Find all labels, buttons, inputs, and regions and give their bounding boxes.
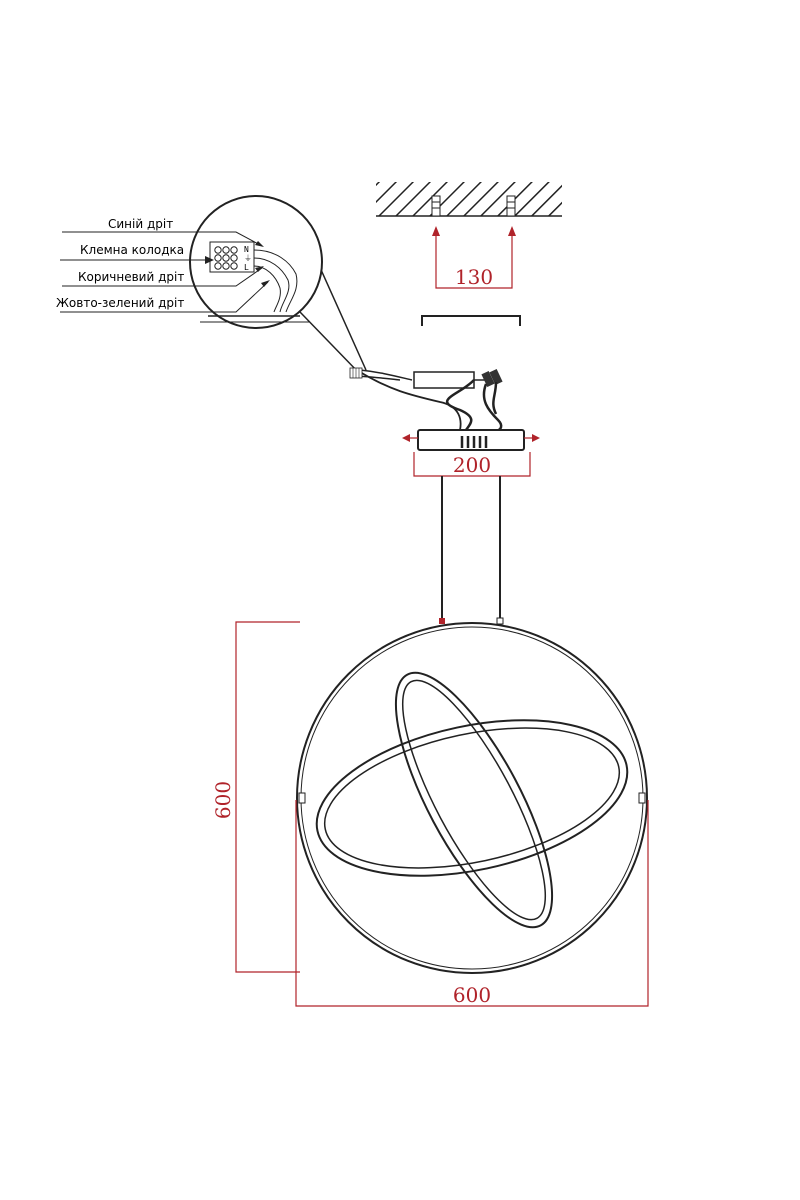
mounting-bracket	[422, 316, 520, 326]
terminal-ground: ⏚	[244, 254, 252, 263]
canopy-width-label: 200	[452, 453, 492, 477]
pivot-left	[299, 793, 305, 803]
outer-ring	[297, 623, 647, 973]
label-terminal-block: Клемна колодка	[80, 243, 185, 257]
terminal-n: N	[244, 245, 249, 254]
canopy	[402, 430, 540, 450]
canopy-width-dimension	[414, 452, 530, 477]
terminal-block-magnified	[210, 242, 254, 272]
driver-assembly	[350, 369, 503, 430]
width-label: 600	[452, 983, 492, 1007]
pivot-right	[639, 793, 645, 803]
small-terminal	[350, 368, 362, 378]
label-blue-wire: Синій дріт	[108, 217, 174, 231]
height-label: 600	[211, 780, 235, 820]
mount-spacing-label: 130	[454, 265, 494, 289]
mount-spacing-dimension	[432, 226, 516, 289]
ceiling-anchor-right	[507, 196, 515, 216]
height-dimension	[211, 622, 300, 972]
led-driver	[414, 372, 474, 388]
ceiling-anchor-left	[432, 196, 440, 216]
inner-ring-vertical	[367, 653, 582, 947]
ceiling	[376, 182, 562, 216]
terminal-l: L	[244, 263, 249, 272]
width-dimension	[296, 800, 648, 1007]
pendant-lamp-body	[297, 623, 647, 973]
wiring-callout	[56, 196, 366, 378]
suspension-cables	[439, 476, 503, 624]
label-brown-wire: Коричневий дріт	[78, 270, 185, 284]
label-ground-wire: Жовто-зелений дріт	[56, 296, 185, 310]
